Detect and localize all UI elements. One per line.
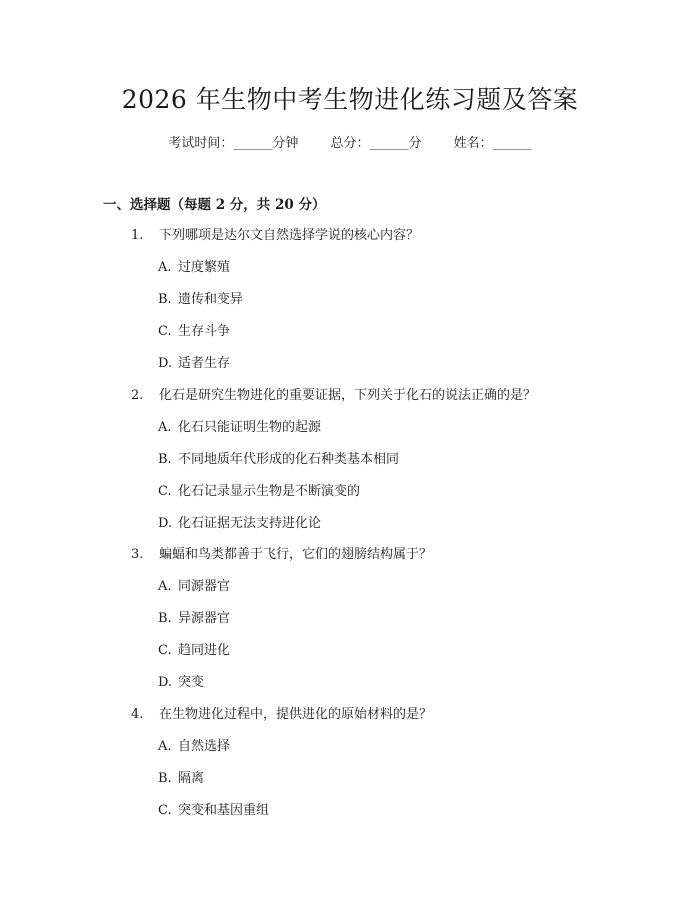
section-heading-multiple-choice: 一、选择题（每题 2 分，共 20 分） <box>103 197 326 213</box>
question-number: 3. <box>131 547 144 562</box>
question-text: 化石是研究生物进化的重要证据，下列关于化石的说法正确的是？ <box>159 388 537 403</box>
option-letter: B. <box>158 771 172 786</box>
question-3 <box>131 543 432 562</box>
option-letter: A. <box>158 579 172 594</box>
option-4b <box>158 767 204 786</box>
question-4 <box>131 703 432 722</box>
option-1d <box>158 352 230 371</box>
option-letter: B. <box>158 611 172 626</box>
option-text: 过度繁殖 <box>178 260 231 275</box>
option-letter: D. <box>158 516 173 531</box>
option-3b <box>158 607 230 626</box>
option-text: 化石证据无法支持进化论 <box>178 516 322 531</box>
option-letter: A. <box>158 260 172 275</box>
option-letter: C. <box>158 324 172 339</box>
exam-meta <box>0 132 700 151</box>
question-text: 下列哪项是达尔文自然选择学说的核心内容？ <box>159 228 420 243</box>
option-text: 适者生存 <box>178 356 231 371</box>
option-1c <box>158 320 230 339</box>
option-letter: C. <box>158 643 172 658</box>
option-text: 遗传和变异 <box>178 292 244 307</box>
question-text: 蝙蝠和鸟类都善于飞行，它们的翅膀结构属于？ <box>159 547 433 562</box>
option-text: 趋同进化 <box>178 643 231 658</box>
option-letter: A. <box>158 420 172 435</box>
option-3d <box>158 671 204 690</box>
option-4c <box>158 799 269 818</box>
option-letter: C. <box>158 484 172 499</box>
question-number: 4. <box>131 707 144 722</box>
option-text: 化石只能证明生物的起源 <box>178 420 322 435</box>
total-score-field: 总分：______分 <box>330 136 422 151</box>
option-3c <box>158 639 230 658</box>
option-text: 突变和基因重组 <box>178 803 270 818</box>
option-text: 自然选择 <box>178 739 231 754</box>
option-4a <box>158 735 230 754</box>
option-1b <box>158 288 243 307</box>
option-text: 同源器官 <box>178 579 231 594</box>
option-text: 化石记录显示生物是不断演变的 <box>178 484 361 499</box>
option-letter: B. <box>158 292 172 307</box>
option-text: 生存斗争 <box>178 324 231 339</box>
option-text: 不同地质年代形成的化石种类基本相同 <box>178 452 400 467</box>
option-2c <box>158 480 360 499</box>
page-title: 2026 年生物中考生物进化练习题及答案 <box>121 85 579 114</box>
option-letter: D. <box>158 675 173 690</box>
option-1a <box>158 256 230 275</box>
option-2a <box>158 416 321 435</box>
question-number: 1. <box>131 228 144 243</box>
question-1 <box>131 224 419 243</box>
exam-time-field: 考试时间：______分钟 <box>168 136 299 151</box>
option-text: 异源器官 <box>178 611 231 626</box>
question-2 <box>131 384 536 403</box>
option-letter: D. <box>158 356 173 371</box>
option-2b <box>158 448 399 467</box>
option-letter: C. <box>158 803 172 818</box>
question-number: 2. <box>131 388 144 403</box>
option-text: 突变 <box>178 675 205 690</box>
option-3a <box>158 575 230 594</box>
question-text: 在生物进化过程中，提供进化的原始材料的是？ <box>159 707 433 722</box>
option-text: 隔离 <box>178 771 205 786</box>
option-2d <box>158 512 321 531</box>
student-name-field: 姓名：______ <box>453 136 532 151</box>
option-letter: A. <box>158 739 172 754</box>
option-letter: B. <box>158 452 172 467</box>
